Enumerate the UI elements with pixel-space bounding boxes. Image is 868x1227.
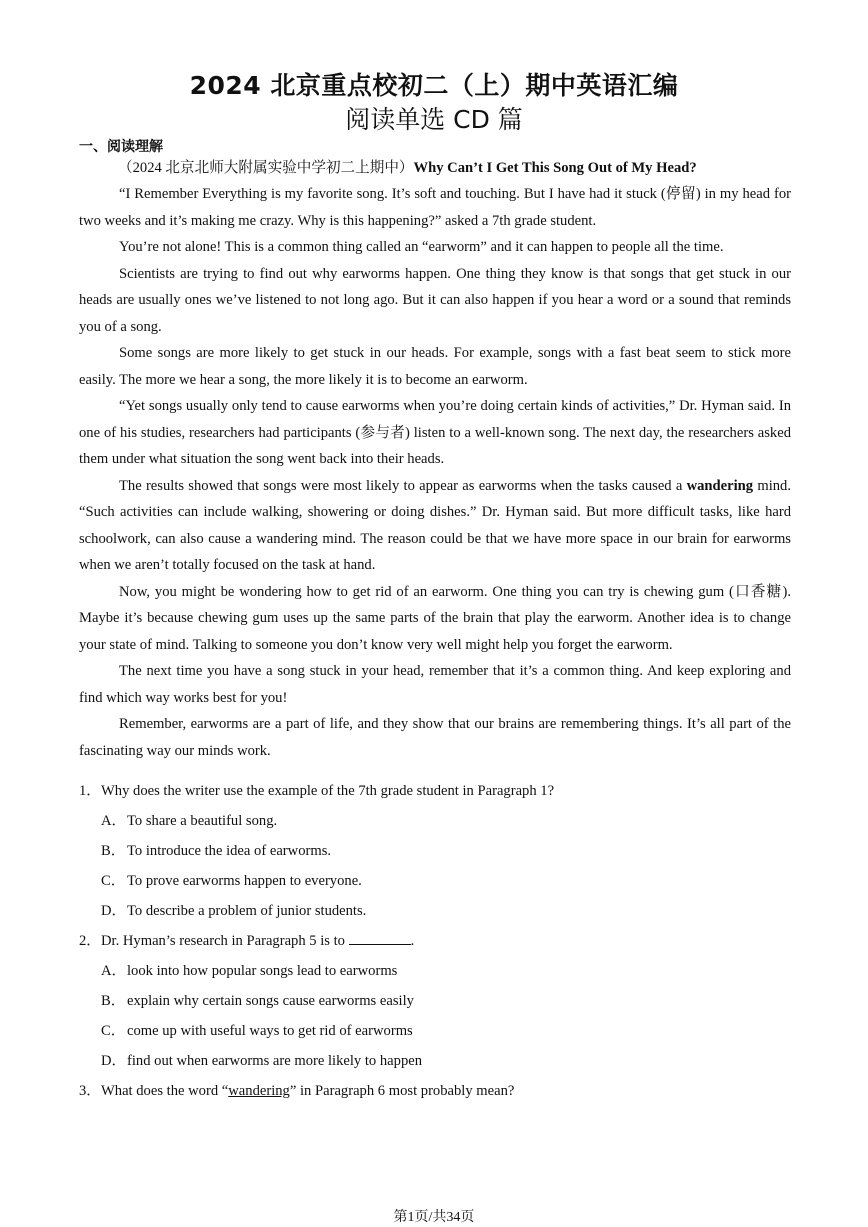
page-subtitle: 阅读单选 CD 篇: [345, 105, 523, 134]
option-letter: B．: [101, 993, 126, 1009]
option-1a[interactable]: [101, 806, 791, 836]
option-letter: A．: [101, 813, 127, 829]
question-text: Why does the writer use the example of the 7th grade student in Paragraph 1?: [101, 783, 555, 799]
page-footer: 第1页/共34页: [393, 1210, 475, 1225]
paragraph-6: [79, 473, 791, 579]
option-text: come up with useful ways to get rid of earworms: [127, 1023, 413, 1039]
option-letter: D．: [101, 903, 127, 919]
article-title: Why Can’t I Get This Song Out of My Head?: [413, 160, 697, 176]
question-3: [79, 1076, 791, 1106]
paragraph-9: Remember, earworms are a part of life, and they show that our brains are remembering things. It’s all part of the fascinating way our minds work.: [79, 716, 791, 759]
answer-blank[interactable]: [349, 930, 411, 945]
option-1c[interactable]: [101, 866, 791, 896]
option-letter: B．: [101, 843, 126, 859]
option-text: explain why certain songs cause earworms easily: [127, 993, 414, 1009]
question-text: What does the word “: [101, 1083, 229, 1099]
option-text: To describe a problem of junior students.: [127, 903, 367, 919]
option-letter: C．: [101, 873, 126, 889]
option-letter: D．: [101, 1053, 127, 1069]
option-text: To prove earworms happen to everyone.: [127, 873, 362, 889]
option-2b[interactable]: [101, 986, 791, 1016]
passage-source: [118, 156, 798, 177]
paragraph-3: Scientists are trying to find out why earworms happen. One thing they know is that songs that get stuck in our heads are usually ones we’ve listened to not long ago. But it can also happen if you hear a word or a sound that reminds you of a song.: [79, 265, 791, 335]
question-text-end: ” in Paragraph 6 most probably mean?: [289, 1083, 515, 1099]
paragraph-2: You’re not alone! This is a common thing called an “earworm” and it can happen to people all the time.: [119, 239, 724, 255]
question-text-end: .: [410, 933, 415, 949]
option-text: To share a beautiful song.: [127, 813, 278, 829]
source-label: （2024 北京北师大附属实验中学初二上期中）: [118, 160, 414, 176]
section-heading: 一、阅读理解: [79, 139, 163, 155]
paragraph-6-text-b: mind. “Such activities can include walking, showering or doing dishes.” Dr. Hyman said. But more difficult tasks, like hard schoolwork, can also cause a wandering mind. The reason could be that we have more space in our brain for earworms when we aren’t totally focused on the task at hand.: [79, 477, 791, 573]
option-2d[interactable]: [101, 1046, 791, 1076]
keyword-wandering: wandering: [686, 477, 754, 494]
paragraph-4: Some songs are more likely to get stuck in our heads. For example, songs with a fast beat seem to stick more easily. The more we hear a song, the more likely it is to become an earworm.: [79, 345, 791, 388]
paragraph-1: “I Remember Everything is my favorite song. It’s soft and touching. But I have had it stuck (停留) in my head for two weeks and it’s making me crazy. Why is this happening?” asked a 7th grade student.: [79, 186, 791, 229]
question-number: 3．: [79, 1083, 101, 1099]
question-text: Dr. Hyman’s research in Paragraph 5 is to: [101, 933, 345, 949]
paragraph-8: The next time you have a song stuck in your head, remember that it’s a common thing. And keep exploring and find which way works best for you!: [79, 663, 791, 706]
questions: [79, 776, 791, 1106]
option-text: find out when earworms are more likely to happen: [127, 1053, 423, 1069]
option-text: To introduce the idea of earworms.: [127, 843, 332, 859]
passage: [79, 181, 791, 764]
paragraph-6-text-a: The results showed that songs were most likely to appear as earworms when the tasks caused a: [119, 477, 687, 494]
option-2c[interactable]: [101, 1016, 791, 1046]
option-1b[interactable]: [101, 836, 791, 866]
option-text: look into how popular songs lead to earworms: [127, 963, 398, 979]
paragraph-5: “Yet songs usually only tend to cause earworms when you’re doing certain kinds of activities,” Dr. Hyman said. In one of his studies, researchers had participants (参与者) listen to a well-known song. The next day, the researchers asked them under what situation the song went back into their heads.: [79, 398, 791, 467]
question-number: 1．: [79, 783, 101, 799]
page-title: 2024 北京重点校初二（上）期中英语汇编: [189, 71, 679, 100]
underlined-word: wandering: [228, 1083, 290, 1099]
option-letter: C．: [101, 1023, 126, 1039]
option-2a[interactable]: [101, 956, 791, 986]
question-number: 2．: [79, 933, 101, 949]
option-letter: A．: [101, 963, 127, 979]
option-1d[interactable]: [101, 896, 791, 926]
question-2: [79, 926, 791, 956]
question-1: [79, 776, 791, 806]
paragraph-7: Now, you might be wondering how to get rid of an earworm. One thing you can try is chewing gum (口香糖). Maybe it’s because chewing gum uses up the same parts of the brain that play the earworm. Another idea is to change your state of mind. Talking to someone you don’t know very well might help you forget the earworm.: [79, 583, 791, 653]
